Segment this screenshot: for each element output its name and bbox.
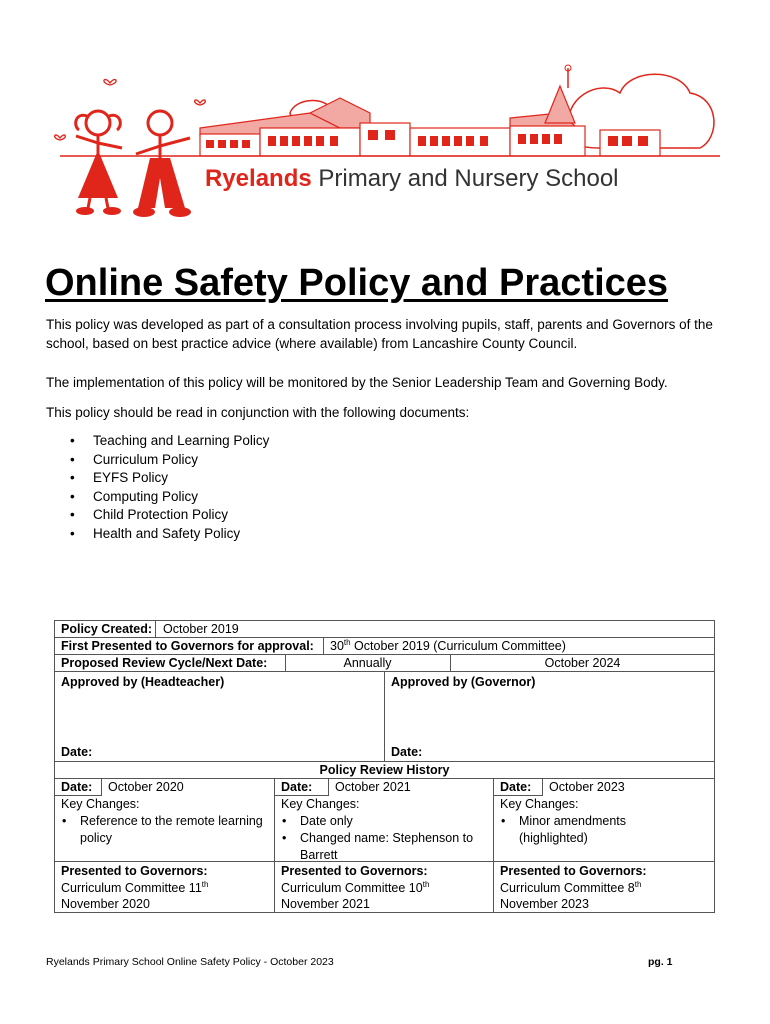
review-date-value: October 2020 xyxy=(108,780,184,794)
review-date-label: Date: xyxy=(500,780,532,794)
page-title: Online Safety Policy and Practices xyxy=(45,262,669,304)
list-item: • Reference to the remote learning policy xyxy=(58,813,268,847)
list-item: • Health and Safety Policy xyxy=(46,525,269,544)
review-cycle-label: Proposed Review Cycle/Next Date: xyxy=(61,656,268,670)
key-changes-list xyxy=(497,813,677,847)
approved-by-headteacher-label: Approved by (Headteacher) xyxy=(61,675,225,689)
list-item: • Teaching and Learning Policy xyxy=(46,432,269,451)
committee-month: November 2020 xyxy=(61,897,150,911)
presented-to-governors-label: Presented to Governors: xyxy=(500,864,647,878)
committee-month: November 2021 xyxy=(281,897,370,911)
review-date-label: Date: xyxy=(281,780,313,794)
school-name xyxy=(205,165,619,193)
approved-by-governor-label: Approved by (Governor) xyxy=(391,675,536,689)
school-logo-icon xyxy=(40,58,720,228)
committee-value: Curriculum Committee 11th xyxy=(61,880,209,895)
footer-text: Ryelands Primary School Online Safety Policy - October 2023 xyxy=(46,956,334,968)
committee-month: November 2023 xyxy=(500,897,589,911)
intro-paragraph-1: This policy was developed as part of a consultation process involving pupils, staff, parents and Governors of the school, based on best practice advice (where available) from Lancashire County Council. xyxy=(46,317,713,351)
key-changes-list xyxy=(278,813,490,864)
review-date-value: October 2023 xyxy=(549,780,625,794)
school-name-rest: Primary and Nursery School xyxy=(318,165,619,192)
next-review-date: October 2024 xyxy=(544,656,621,670)
committee-value: Curriculum Committee 10th xyxy=(281,880,430,895)
review-date-label: Date: xyxy=(61,780,93,794)
committee-value: Curriculum Committee 8th xyxy=(500,880,642,895)
presented-to-governors-label: Presented to Governors: xyxy=(61,864,208,878)
key-changes-label: Key Changes: xyxy=(281,797,360,811)
list-item: • Minor amendments (highlighted) xyxy=(497,813,677,847)
headteacher-date-label: Date: xyxy=(61,745,93,759)
list-item: • Computing Policy xyxy=(46,488,269,507)
list-item: • Date only xyxy=(278,813,490,830)
key-changes-label: Key Changes: xyxy=(500,797,579,811)
policy-created-value: October 2019 xyxy=(163,622,239,636)
review-date-value: October 2021 xyxy=(335,780,411,794)
page-number: pg. 1 xyxy=(648,956,673,968)
key-changes-list xyxy=(58,813,268,847)
presented-to-governors-label: Presented to Governors: xyxy=(281,864,428,878)
review-cycle-value: Annually xyxy=(343,656,392,670)
policy-created-label: Policy Created: xyxy=(61,622,153,636)
intro-paragraph-3: This policy should be read in conjunction with the following documents: xyxy=(46,405,470,420)
intro-paragraph-2: The implementation of this policy will be monitored by the Senior Leadership Team and Governing Body. xyxy=(46,375,668,390)
list-item: • Curriculum Policy xyxy=(46,451,269,470)
key-changes-label: Key Changes: xyxy=(61,797,140,811)
list-item: • Child Protection Policy xyxy=(46,506,269,525)
related-documents-list xyxy=(46,432,269,544)
governor-date-label: Date: xyxy=(391,745,423,759)
first-presented-value: 30th October 2019 (Curriculum Committee) xyxy=(330,638,566,653)
list-item: • EYFS Policy xyxy=(46,469,269,488)
review-history-title: Policy Review History xyxy=(319,763,450,777)
first-presented-label: First Presented to Governors for approval: xyxy=(61,639,314,653)
school-name-bold: Ryelands xyxy=(205,165,312,192)
list-item: • Changed name: Stephenson to Barrett xyxy=(278,830,490,864)
